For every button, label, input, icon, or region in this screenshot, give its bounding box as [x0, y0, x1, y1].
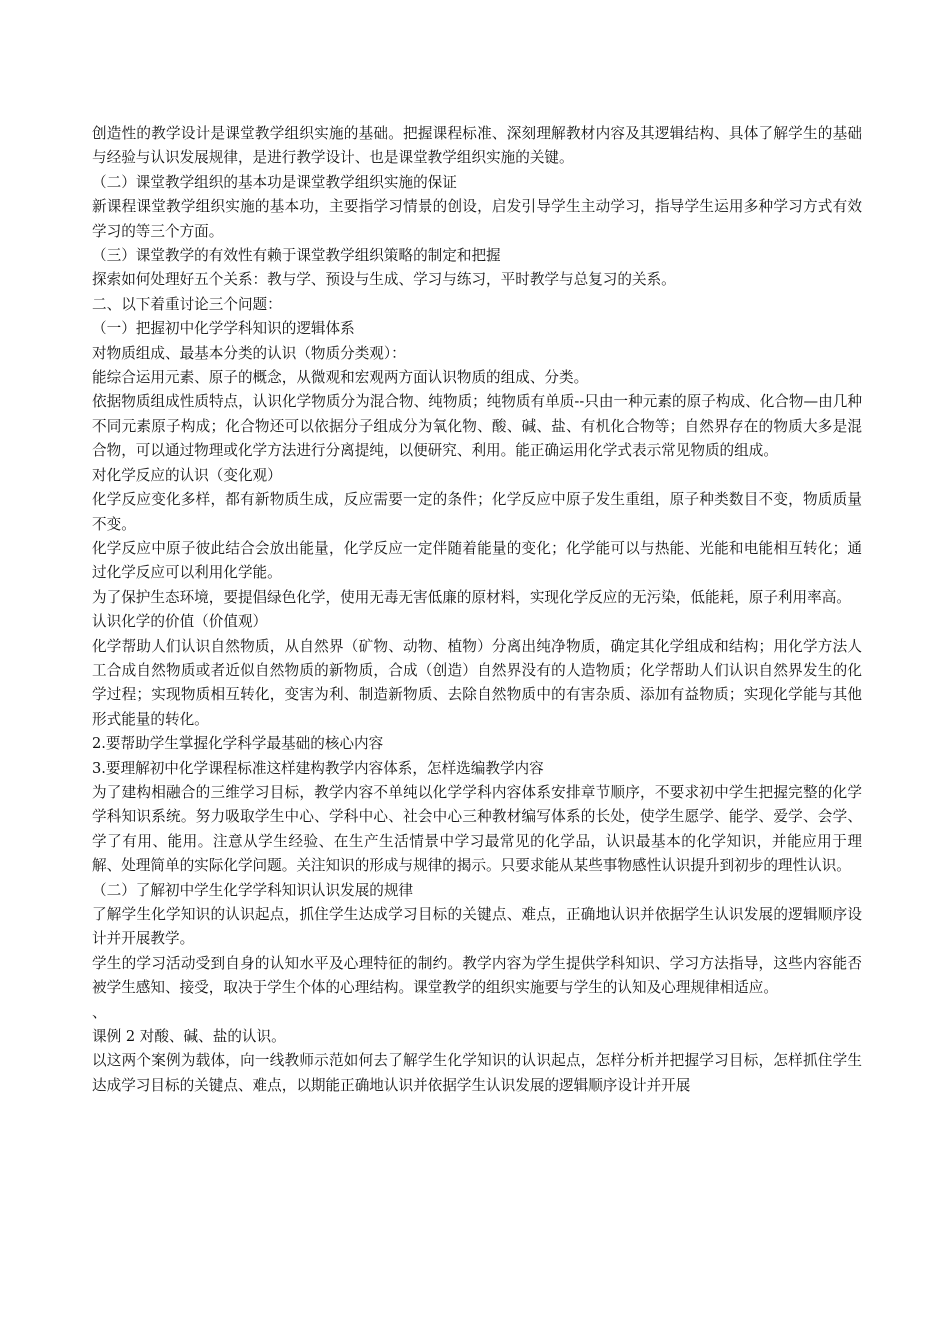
paragraph-teaching-design: 创造性的教学设计是课堂教学组织实施的基础。把握课程标准、深刻理解教材内容及其逻辑结构、具体了解学生的基础与经验与认识发展规律，是进行教学设计、也是课堂教学组织实施的关键。 — [92, 125, 862, 167]
paragraph-basic-skills: 新课程课堂教学组织实施的基本功，主要指学习情景的创设，启发引导学生主动学习，指导学生运用多种学习方式有效学习的等三个方面。 — [92, 198, 862, 240]
paragraph-two-cases: 以这两个案例为载体，向一线教师示范如何去了解学生化学知识的认识起点，怎样分析并把握学习目标，怎样抓住学生达成学习目标的关键点、难点，以期能正确地认识并依据学生认识发展的逻辑顺序设计并开展 — [92, 1052, 862, 1094]
stray-mark: 、 — [92, 1003, 107, 1021]
heading-section-2: （二）课堂教学组织的基本功是课堂教学组织实施的保证 — [92, 173, 457, 191]
paragraph-five-relations: 探索如何处理好五个关系：教与学、预设与生成、学习与练习，平时教学与总复习的关系。 — [92, 271, 676, 289]
paragraph-green-chemistry: 为了保护生态环境，要提倡绿色化学，使用无毒无害低廉的原材料，实现化学反应的无污染，低能耗，原子利用率高。 — [92, 588, 851, 606]
heading-logic-system: （一）把握初中化学学科知识的逻辑体系 — [92, 320, 355, 338]
heading-section-3: （三）课堂教学的有效性有赖于课堂教学组织策略的制定和把握 — [92, 247, 501, 265]
heading-part-two: 二、以下着重讨论三个问题： — [92, 295, 282, 313]
paragraph-learning-activity: 学生的学习活动受到自身的认知水平及心理特征的制约。教学内容为学生提供学科知识、学习方法指导，这些内容能否被学生感知、接受，取决于学生个体的心理结构。课堂教学的组织实施要与学生的认知及心理规律相适应。 — [92, 954, 862, 997]
paragraph-chemistry-value: 化学帮助人们认识自然物质，从自然界（矿物、动物、植物）分离出纯净物质，确定其化学组成和结构；用化学方法人工合成自然物质或者近似自然物质的新物质，合成（创造）自然界没有的人造物质；化学帮助人们认识自然界发生的化学过程；实现物质相互转化，变害为利、制造新物质、去除自然物质中的有害杂质、添加有益物质；实现化学能与其他形式能量的转化。 — [92, 637, 862, 728]
paragraph-elements-atoms: 能综合运用元素、原子的概念，从微观和宏观两方面认识物质的组成、分类。 — [92, 369, 589, 387]
subheading-matter-classification: 对物质组成、最基本分类的认识（物质分类观）： — [92, 344, 406, 362]
item-curriculum-standard: 3.要理解初中化学课程标准这样建构教学内容体系，怎样选编教学内容 — [92, 759, 544, 777]
heading-cognitive-development: （二）了解初中学生化学学科知识认识发展的规律 — [92, 881, 414, 899]
subheading-reaction-view: 对化学反应的认识（变化观） — [92, 466, 282, 484]
item-core-content: 2.要帮助学生掌握化学科学最基础的核心内容 — [92, 735, 384, 753]
paragraph-reaction-variety: 化学反应变化多样，都有新物质生成，反应需要一定的条件；化学反应中原子发生重组，原子种类数目不变，物质质量不变。 — [92, 491, 862, 533]
paragraph-case-2: 课例 2 对酸、碱、盐的认识。 — [92, 1028, 286, 1046]
paragraph-three-dimensional-goals: 为了建构相融合的三维学习目标，教学内容不单纯以化学学科内容体系安排章节顺序，不要求初中学生把握完整的化学学科知识系统。努力吸取学生中心、学科中心、社会中心三种教材编写体系的长处，使学生愿学、能学、爱学、会学、学了有用、能用。注意从学生经验、在生产生活情景中学习最常见的化学品，认识最基本的化学知识，并能应用于理解、处理简单的实际化学问题。关注知识的形成与规律的揭示。只要求能从某些事物感性认识提升到初步的理性认识。 — [92, 783, 862, 875]
paragraph-matter-composition: 依据物质组成性质特点，认识化学物质分为混合物、纯物质；纯物质有单质--只由一种元素的原子构成、化合物—由几种不同元素原子构成；化合物还可以依据分子组成分为氧化物、酸、碱、盐、有机化合物等；自然界存在的物质大多是混合物，可以通过物理或化学方法进行分离提纯，以便研究、利用。能正确运用化学式表示常见物质的组成。 — [92, 393, 862, 460]
paragraph-starting-point: 了解学生化学知识的认识起点，抓住学生达成学习目标的关键点、难点，正确地认识并依据学生认识发展的逻辑顺序设计并开展教学。 — [92, 906, 862, 948]
paragraph-reaction-energy: 化学反应中原子彼此结合会放出能量，化学反应一定伴随着能量的变化；化学能可以与热能、光能和电能相互转化；通过化学反应可以利用化学能。 — [92, 539, 862, 582]
subheading-value-view: 认识化学的价值（价值观） — [92, 613, 268, 631]
